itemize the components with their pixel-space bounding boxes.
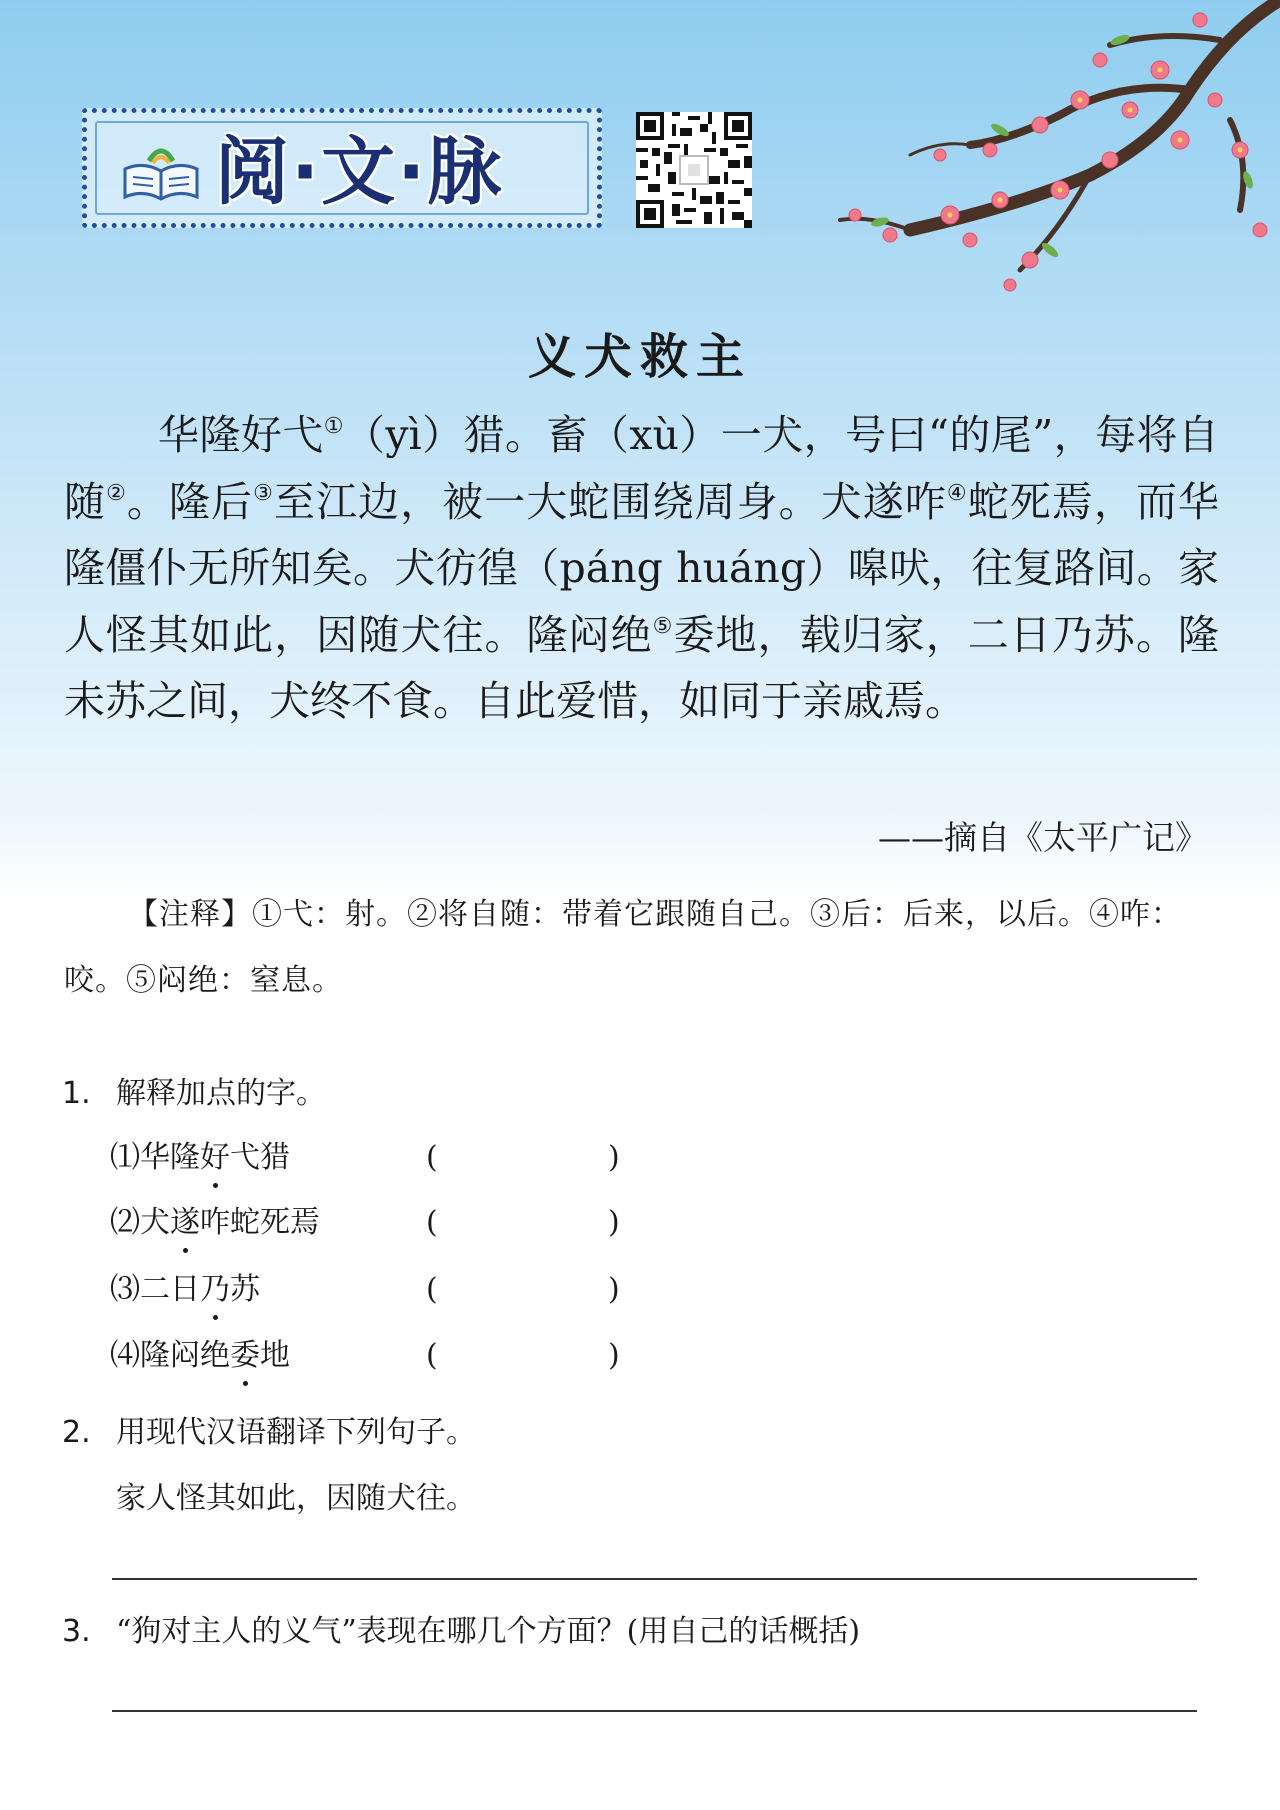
item-text: ⑴华隆 — [110, 1140, 200, 1175]
item-text: ⑷隆闷绝 — [110, 1338, 230, 1373]
passage-source: ——摘自《太平广记》 — [878, 818, 1208, 857]
dotted-char: 委 — [230, 1334, 260, 1378]
item-text: 弋猎 — [230, 1140, 290, 1175]
dotted-char: 乃 — [200, 1268, 230, 1312]
answer-paren-open: ( — [426, 1338, 438, 1373]
plum-blossom-branch-icon — [760, 0, 1280, 320]
item-text: 咋蛇死焉 — [200, 1205, 320, 1240]
item-text: ⑶二日 — [110, 1272, 200, 1307]
q1-item-4 — [110, 1334, 290, 1378]
answer-paren-close: ) — [608, 1205, 620, 1240]
footnote-ref: ⑤ — [652, 613, 674, 639]
footnote-ref: ④ — [946, 480, 968, 506]
passage-segment: 华隆好弋 — [158, 411, 324, 459]
passage-segment: （yì）猎。畜（xù）一犬，号曰“的尾”，每将自随 — [64, 411, 1219, 526]
item-text: 苏 — [230, 1272, 260, 1307]
section-banner — [82, 108, 602, 228]
question-3 — [62, 1610, 860, 1654]
item-text: ⑵犬 — [110, 1205, 170, 1240]
dotted-char: 好 — [200, 1136, 230, 1180]
passage-title: 义犬救主 — [527, 329, 752, 385]
answer-line[interactable] — [112, 1578, 1197, 1580]
passage-segment: 。隆后 — [126, 477, 254, 526]
question-number: 1. — [62, 1076, 91, 1111]
q1-item-1 — [110, 1136, 290, 1180]
answer-paren-close: ) — [608, 1140, 620, 1175]
question-2 — [62, 1411, 476, 1455]
translation-sentence: 家人怪其如此，因随犬往。 — [116, 1481, 476, 1516]
dotted-char: 遂 — [170, 1201, 200, 1245]
answer-paren-open: ( — [426, 1205, 438, 1240]
answer-paren-open: ( — [426, 1272, 438, 1307]
answer-paren-close: ) — [608, 1338, 620, 1373]
answer-line[interactable] — [112, 1710, 1197, 1712]
question-text: 解释加点的字。 — [116, 1076, 326, 1111]
footnote-ref: ② — [106, 480, 127, 506]
answer-paren-open: ( — [426, 1140, 438, 1175]
q1-item-2 — [110, 1201, 320, 1245]
question-text: 用现代汉语翻译下列句子。 — [116, 1415, 476, 1450]
footnote-ref: ① — [323, 414, 344, 439]
question-text: “狗对主人的义气”表现在哪几个方面？(用自己的话概括) — [116, 1614, 861, 1649]
question-1 — [62, 1072, 326, 1116]
question-number: 3. — [62, 1614, 91, 1649]
open-book-icon — [121, 135, 201, 205]
qr-code-icon[interactable] — [636, 112, 752, 228]
q1-item-3 — [110, 1268, 260, 1312]
footnote-ref: ③ — [253, 480, 274, 506]
passage-segment: 委地，载归家，二日乃苏。隆未苏之间，犬终不食。自此爱惜，如同于亲戚焉。 — [64, 610, 1219, 725]
passage-text — [64, 402, 1219, 735]
item-text: 地 — [260, 1338, 290, 1373]
answer-paren-close: ) — [608, 1272, 620, 1307]
passage-notes: 【注释】①弋：射。②将自随：带着它跟随自己。③后：后来，以后。④咋：咬。⑤闷绝：窒息。 — [64, 897, 1182, 998]
banner-title: 阅·文·脉 — [215, 129, 504, 215]
question-number: 2. — [62, 1415, 91, 1450]
passage-segment: 至江边，被一大蛇围绕周身。犬遂咋 — [273, 477, 947, 526]
passage-segment: 蛇死焉，而华隆僵仆无所知矣。犬彷徨（páng huáng）嗥吠，往复路间。家人怪其如此，因随犬往。隆闷绝 — [64, 477, 1220, 659]
